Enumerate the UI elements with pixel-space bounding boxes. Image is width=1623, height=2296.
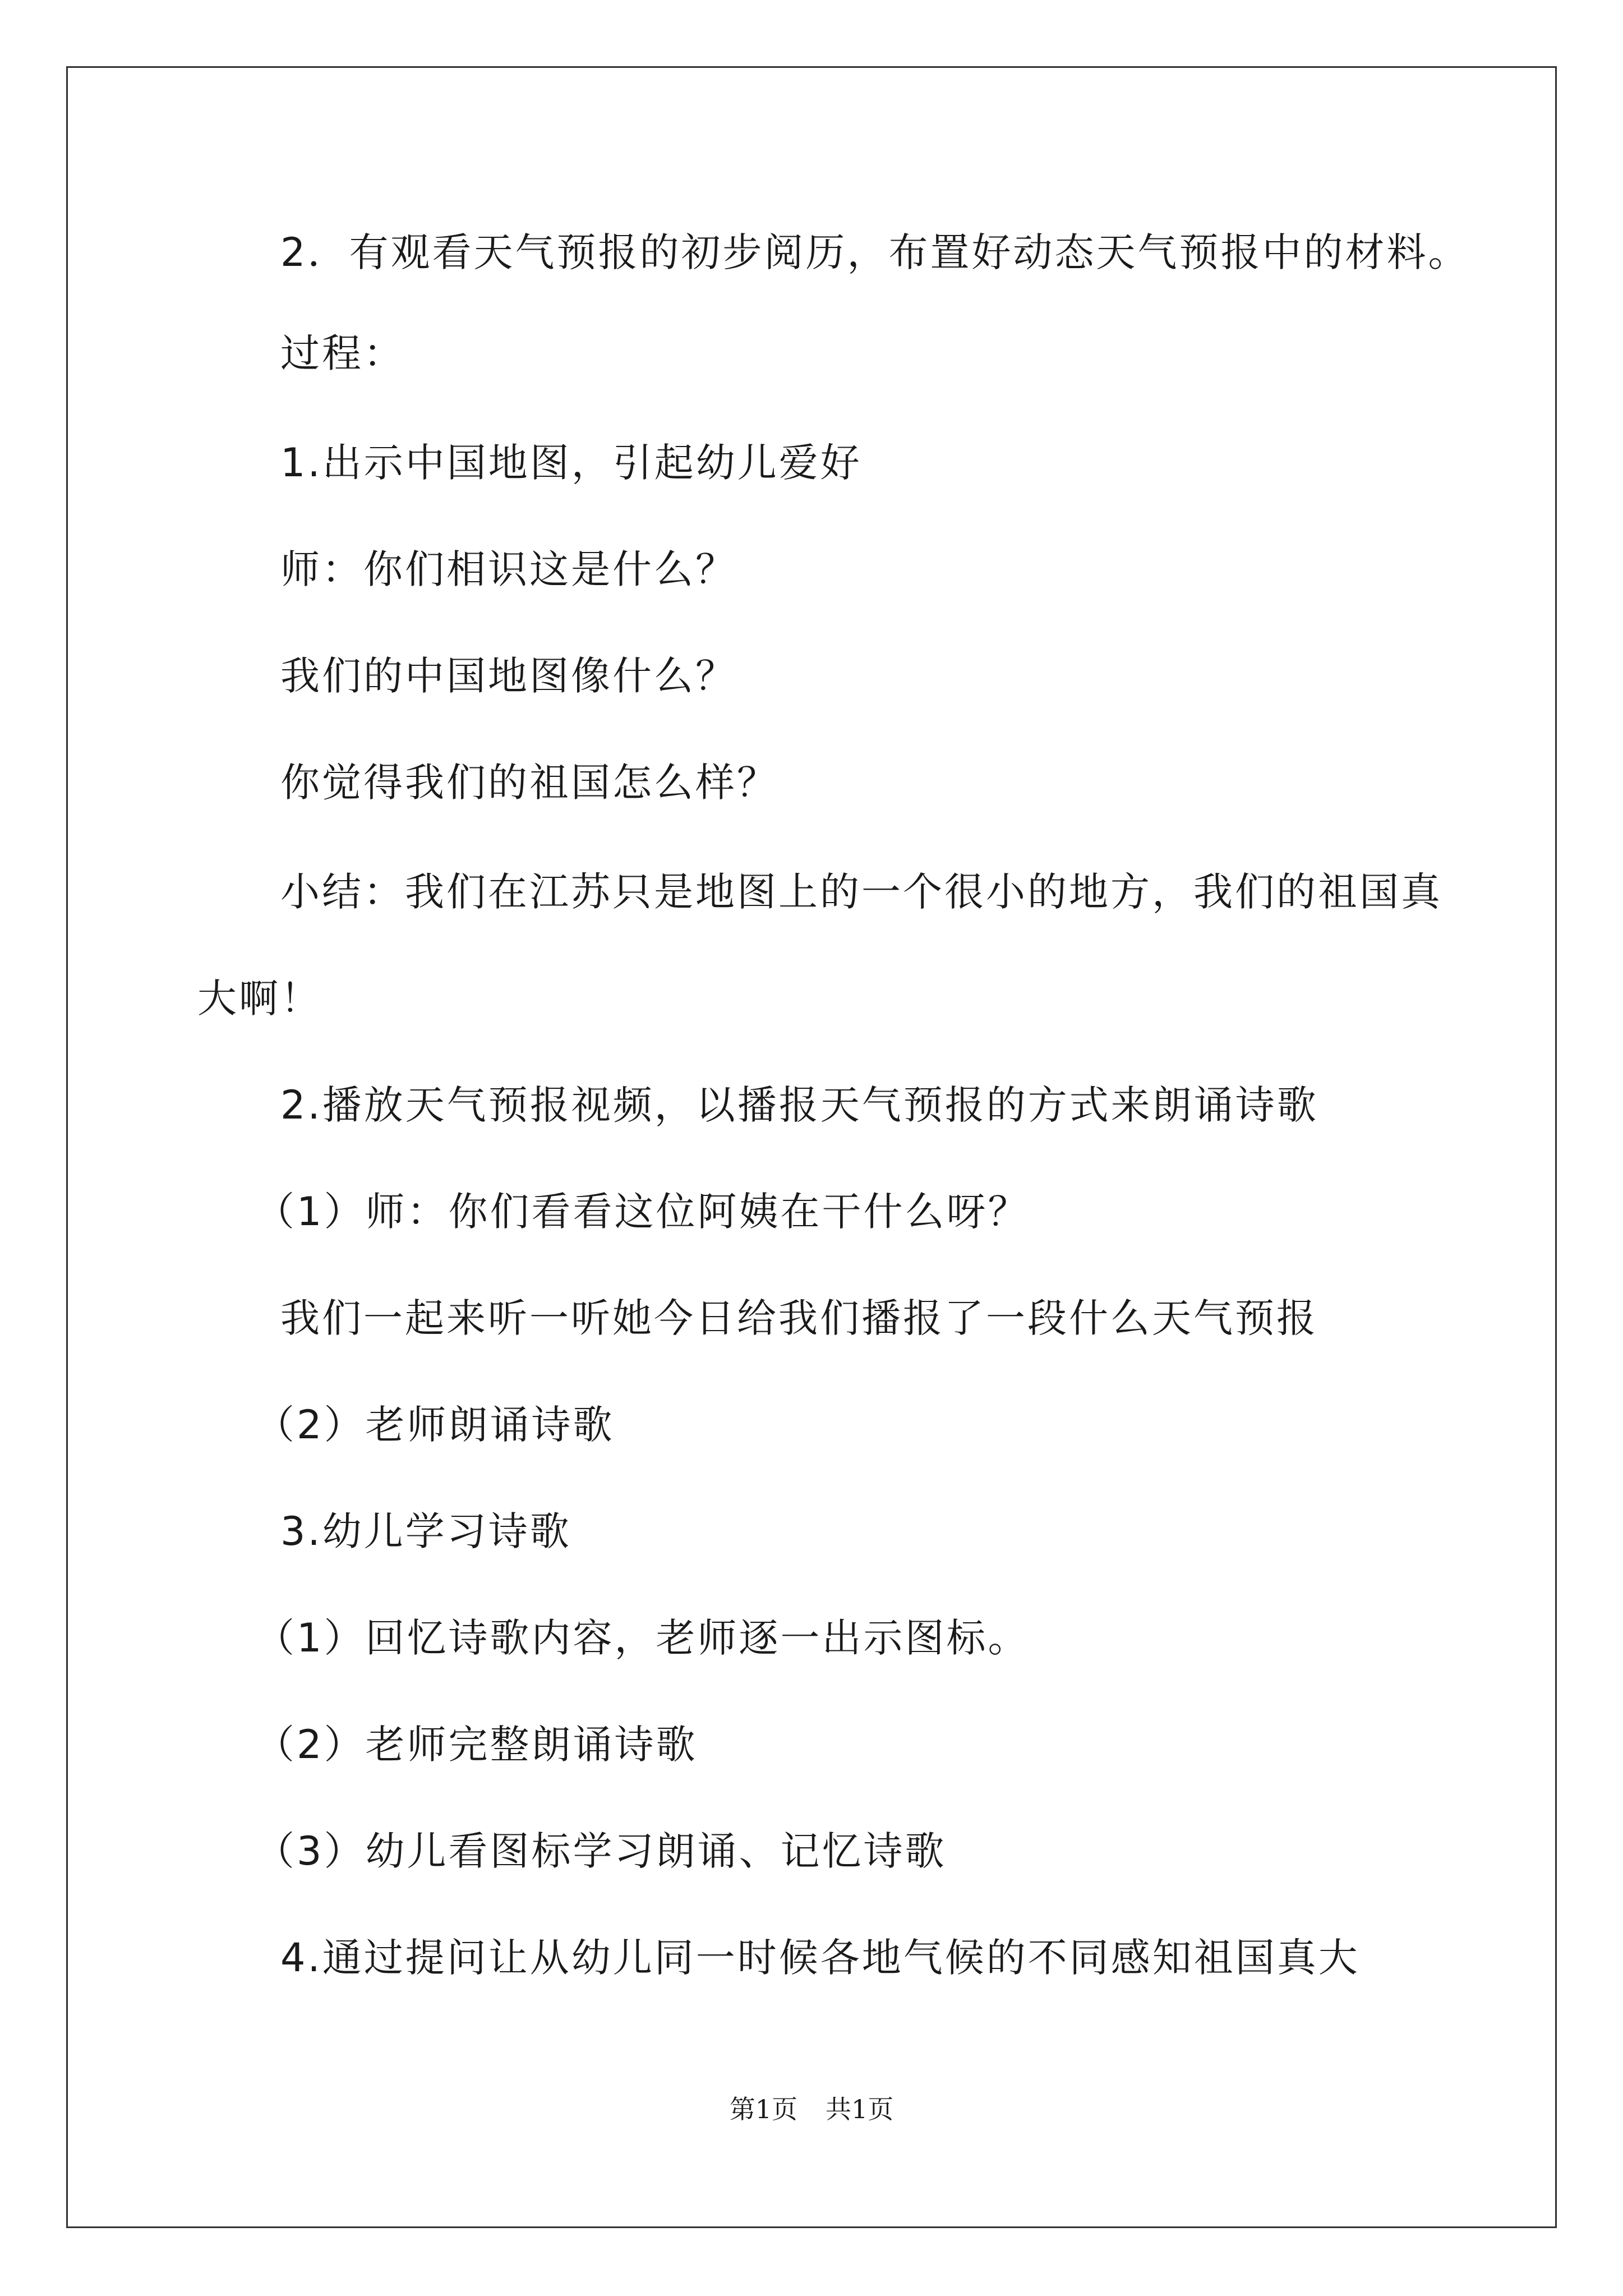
paragraph-line: 2.播放天气预报视频，以播报天气预报的方式来朗诵诗歌 [280, 1082, 1318, 1128]
page-number: 第1页 [729, 2094, 797, 2124]
paragraph-line: 3.幼儿学习诗歌 [280, 1508, 571, 1554]
paragraph-line: 4.通过提问让从幼儿同一时候各地气候的不同感知祖国真大 [280, 1935, 1360, 1981]
paragraph-line: （1）师：你们看看这位阿姨在干什么呀？ [255, 1189, 1030, 1235]
paragraph-line: 师：你们相识这是什么？ [280, 546, 737, 592]
paragraph-line: 小结：我们在江苏只是地图上的一个很小的地方，我们的祖国真 [280, 869, 1442, 915]
paragraph-line: （2）老师朗诵诗歌 [255, 1402, 615, 1448]
paragraph-line: 我们一起来听一听她今日给我们播报了一段什么天气预报 [280, 1295, 1318, 1341]
paragraph-line: （2）老师完整朗诵诗歌 [255, 1722, 698, 1768]
paragraph-line: 1.出示中国地图，引起幼儿爱好 [280, 440, 862, 486]
page-border [66, 66, 1557, 2228]
paragraph-line: 2．有观看天气预报的初步阅历，布置好动态天气预报中的材料。 [280, 229, 1470, 275]
paragraph-line: （1）回忆诗歌内容，老师逐一出示图标。 [255, 1615, 1030, 1661]
paragraph-line: 过程： [280, 330, 405, 376]
paragraph-line: 我们的中国地图像什么？ [280, 653, 737, 699]
paragraph-line: 大啊！ [197, 976, 322, 1022]
page-total: 共1页 [826, 2094, 894, 2124]
paragraph-line: （3）幼儿看图标学习朗诵、记忆诗歌 [255, 1828, 947, 1874]
paragraph-line: 你觉得我们的祖国怎么样？ [280, 760, 778, 806]
page-footer [0, 2092, 1623, 2126]
